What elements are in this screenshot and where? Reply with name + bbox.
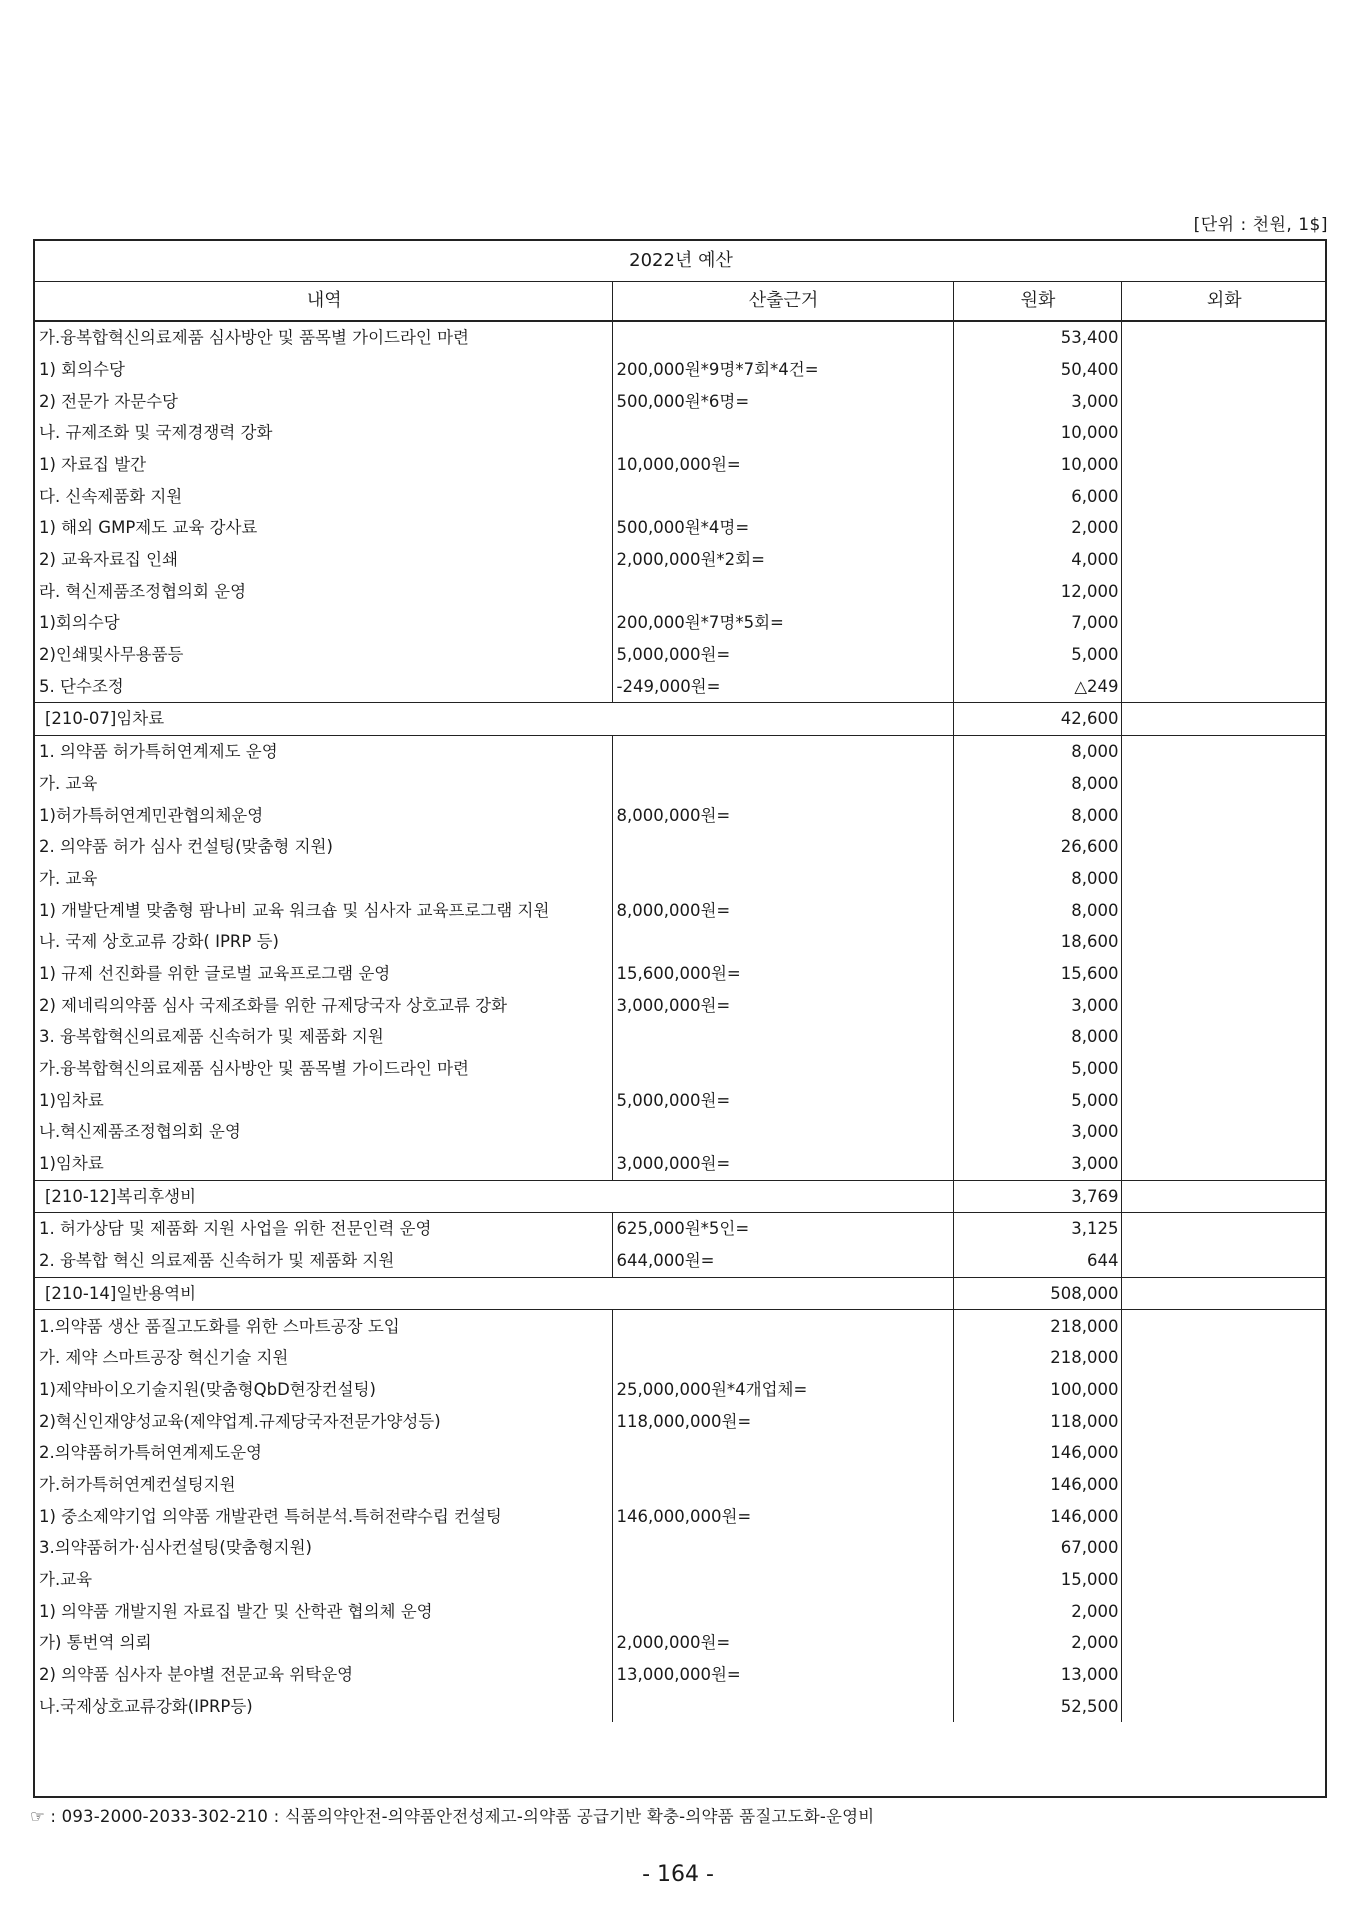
row-basis [612, 1469, 953, 1501]
row-won-amount: 13,000 [953, 1659, 1121, 1691]
page-number: - 164 - [642, 1862, 714, 1887]
row-won-amount: 8,000 [953, 799, 1121, 831]
table-row [35, 385, 1325, 417]
row-description: 1)회의수당 [35, 607, 612, 639]
table-row [35, 1213, 1325, 1245]
row-description: 2. 의약품 허가 심사 컨설팅(맞춤형 지원) [35, 831, 612, 863]
row-basis [612, 1532, 953, 1564]
row-basis [612, 1564, 953, 1596]
row-basis: 5,000,000원= [612, 1085, 953, 1117]
table-row [35, 831, 1325, 863]
row-basis [612, 735, 953, 767]
table-row [35, 989, 1325, 1021]
row-basis: 146,000,000원= [612, 1500, 953, 1532]
budget-table [35, 241, 1325, 1722]
table-row [35, 1405, 1325, 1437]
row-basis: 500,000원*6명= [612, 385, 953, 417]
row-description: 나.혁신제품조정협의회 운영 [35, 1116, 612, 1148]
table-row [35, 1342, 1325, 1374]
row-won-amount: 4,000 [953, 544, 1121, 576]
row-basis [612, 768, 953, 800]
row-won-amount: 2,000 [953, 1627, 1121, 1659]
row-description: 2.의약품허가특허연계제도운영 [35, 1437, 612, 1469]
row-fx-amount [1121, 1500, 1325, 1532]
table-row [35, 639, 1325, 671]
col-header-fx: 외화 [1121, 282, 1325, 322]
table-row [35, 417, 1325, 449]
table-row [35, 1085, 1325, 1117]
row-basis: 25,000,000원*4개업체= [612, 1374, 953, 1406]
row-fx-amount [1121, 1148, 1325, 1180]
row-description: 1) 자료집 발간 [35, 449, 612, 481]
row-description: 다. 신속제품화 지원 [35, 480, 612, 512]
row-description: 2)인쇄및사무용품등 [35, 639, 612, 671]
row-fx-amount [1121, 926, 1325, 958]
row-description: 가.허가특허연계컨설팅지원 [35, 1469, 612, 1501]
row-won-amount: 26,600 [953, 831, 1121, 863]
row-basis: 2,000,000원= [612, 1627, 953, 1659]
row-description: 3.의약품허가·심사컨설팅(맞춤형지원) [35, 1532, 612, 1564]
table-row [35, 1053, 1325, 1085]
row-won-amount: 8,000 [953, 894, 1121, 926]
row-description: 가) 통번역 의뢰 [35, 1627, 612, 1659]
row-fx-amount [1121, 576, 1325, 608]
row-won-amount: 53,400 [953, 321, 1121, 354]
row-won-amount: 10,000 [953, 449, 1121, 481]
row-fx-amount [1121, 1053, 1325, 1085]
table-row [35, 321, 1325, 354]
row-description: 가. 교육 [35, 863, 612, 895]
row-basis [612, 1310, 953, 1342]
table-row [35, 512, 1325, 544]
row-won-amount: 8,000 [953, 863, 1121, 895]
row-fx-amount [1121, 703, 1325, 736]
row-fx-amount [1121, 1277, 1325, 1310]
row-basis: 10,000,000원= [612, 449, 953, 481]
row-description: 나.국제상호교류강화(IPRP등) [35, 1691, 612, 1723]
row-fx-amount [1121, 1532, 1325, 1564]
table-row [35, 894, 1325, 926]
row-description: 5. 단수조정 [35, 671, 612, 703]
row-description: 1.의약품 생산 품질고도화를 위한 스마트공장 도입 [35, 1310, 612, 1342]
col-header-desc: 내역 [35, 282, 612, 322]
row-description: 1) 회의수당 [35, 354, 612, 386]
row-fx-amount [1121, 894, 1325, 926]
row-won-amount: 3,125 [953, 1213, 1121, 1245]
footnote: ☞ : 093-2000-2033-302-210 : 식품의약안전-의약품안전성제고-의약품 공급기반 확충-의약품 품질고도화-운영비 [30, 1807, 875, 1826]
row-description: 1)임차료 [35, 1148, 612, 1180]
row-fx-amount [1121, 1245, 1325, 1277]
row-basis: 8,000,000원= [612, 894, 953, 926]
row-fx-amount [1121, 1405, 1325, 1437]
row-won-amount: 2,000 [953, 512, 1121, 544]
row-won-amount: 10,000 [953, 417, 1121, 449]
row-description: 2) 교육자료집 인쇄 [35, 544, 612, 576]
row-description: 1. 허가상담 및 제품화 지원 사업을 위한 전문인력 운영 [35, 1213, 612, 1245]
row-description: [210-07]임차료 [35, 703, 612, 736]
row-basis [612, 480, 953, 512]
row-basis: 200,000원*7명*5회= [612, 607, 953, 639]
table-row [35, 926, 1325, 958]
row-fx-amount [1121, 1659, 1325, 1691]
table-row [35, 958, 1325, 990]
row-basis: 3,000,000원= [612, 1148, 953, 1180]
row-description: 2) 전문가 자문수당 [35, 385, 612, 417]
table-row [35, 1532, 1325, 1564]
row-basis: 5,000,000원= [612, 639, 953, 671]
row-description: 1) 의약품 개발지원 자료집 발간 및 산학관 협의체 운영 [35, 1596, 612, 1628]
row-basis [612, 417, 953, 449]
row-won-amount: 15,600 [953, 958, 1121, 990]
row-basis: 500,000원*4명= [612, 512, 953, 544]
row-won-amount: 100,000 [953, 1374, 1121, 1406]
row-description: [210-12]복리후생비 [35, 1180, 612, 1213]
row-fx-amount [1121, 544, 1325, 576]
row-fx-amount [1121, 671, 1325, 703]
row-basis: 15,600,000원= [612, 958, 953, 990]
row-won-amount: 67,000 [953, 1532, 1121, 1564]
row-fx-amount [1121, 1342, 1325, 1374]
table-row [35, 1500, 1325, 1532]
row-description: 1)제약바이오기술지원(맞춤형QbD현장컨설팅) [35, 1374, 612, 1406]
row-won-amount: 7,000 [953, 607, 1121, 639]
row-won-amount: 5,000 [953, 1085, 1121, 1117]
row-won-amount: 42,600 [953, 703, 1121, 736]
table-row [35, 1021, 1325, 1053]
row-fx-amount [1121, 735, 1325, 767]
row-won-amount: 218,000 [953, 1342, 1121, 1374]
row-won-amount: 8,000 [953, 735, 1121, 767]
col-header-won: 원화 [953, 282, 1121, 322]
row-basis: 200,000원*9명*7회*4건= [612, 354, 953, 386]
row-fx-amount [1121, 1116, 1325, 1148]
table-row [35, 703, 1325, 736]
row-fx-amount [1121, 321, 1325, 354]
table-row [35, 1148, 1325, 1180]
table-row [35, 1180, 1325, 1213]
table-row [35, 1245, 1325, 1277]
table-row [35, 1564, 1325, 1596]
table-row [35, 671, 1325, 703]
row-fx-amount [1121, 1374, 1325, 1406]
row-fx-amount [1121, 449, 1325, 481]
row-basis: 8,000,000원= [612, 799, 953, 831]
row-description: 가.융복합혁신의료제품 심사방안 및 품목별 가이드라인 마련 [35, 1053, 612, 1085]
table-row [35, 449, 1325, 481]
unit-label: [단위 : 천원, 1$] [1193, 215, 1328, 235]
row-fx-amount [1121, 417, 1325, 449]
row-won-amount: 3,000 [953, 1148, 1121, 1180]
table-row [35, 1691, 1325, 1723]
row-fx-amount [1121, 1691, 1325, 1723]
row-won-amount: 8,000 [953, 768, 1121, 800]
row-description: 1) 중소제약기업 의약품 개발관련 특허분석.특허전략수립 컨설팅 [35, 1500, 612, 1532]
row-fx-amount [1121, 768, 1325, 800]
row-description: 2)혁신인재양성교육(제약업계.규제당국자전문가양성등) [35, 1405, 612, 1437]
row-basis [612, 1053, 953, 1085]
table-row [35, 768, 1325, 800]
table-row [35, 735, 1325, 767]
row-fx-amount [1121, 1085, 1325, 1117]
row-basis: 118,000,000원= [612, 1405, 953, 1437]
table-row [35, 799, 1325, 831]
row-won-amount: 52,500 [953, 1691, 1121, 1723]
row-fx-amount [1121, 1627, 1325, 1659]
row-won-amount: 5,000 [953, 1053, 1121, 1085]
table-row [35, 1627, 1325, 1659]
row-description: 1. 의약품 허가특허연계제도 운영 [35, 735, 612, 767]
row-won-amount: 50,400 [953, 354, 1121, 386]
row-won-amount: 12,000 [953, 576, 1121, 608]
row-basis [612, 321, 953, 354]
row-won-amount: 15,000 [953, 1564, 1121, 1596]
row-fx-amount [1121, 799, 1325, 831]
row-description: 나. 국제 상호교류 강화( IPRP 등) [35, 926, 612, 958]
column-header-row [35, 282, 1325, 322]
row-description: 1) 개발단계별 맞춤형 팜나비 교육 워크숍 및 심사자 교육프로그램 지원 [35, 894, 612, 926]
table-row [35, 607, 1325, 639]
row-basis [612, 863, 953, 895]
row-basis [612, 1116, 953, 1148]
row-fx-amount [1121, 385, 1325, 417]
table-row [35, 354, 1325, 386]
row-won-amount: 146,000 [953, 1437, 1121, 1469]
row-fx-amount [1121, 480, 1325, 512]
table-row [35, 1277, 1325, 1310]
table-row [35, 576, 1325, 608]
table-row [35, 480, 1325, 512]
row-basis: 625,000원*5인= [612, 1213, 953, 1245]
row-description: [210-14]일반용역비 [35, 1277, 612, 1310]
table-row [35, 1469, 1325, 1501]
row-won-amount: 3,769 [953, 1180, 1121, 1213]
row-basis [612, 1691, 953, 1723]
row-basis [612, 831, 953, 863]
row-fx-amount [1121, 1021, 1325, 1053]
row-fx-amount [1121, 639, 1325, 671]
row-description: 2) 제네릭의약품 심사 국제조화를 위한 규제당국자 상호교류 강화 [35, 989, 612, 1021]
row-fx-amount [1121, 1564, 1325, 1596]
budget-table-frame [33, 239, 1327, 1798]
row-fx-amount [1121, 354, 1325, 386]
table-row [35, 1437, 1325, 1469]
row-won-amount: 146,000 [953, 1469, 1121, 1501]
row-basis: 644,000원= [612, 1245, 953, 1277]
row-fx-amount [1121, 989, 1325, 1021]
year-title: 2022년 예산 [35, 241, 1325, 282]
table-row [35, 1659, 1325, 1691]
row-won-amount: 5,000 [953, 639, 1121, 671]
row-fx-amount [1121, 1310, 1325, 1342]
row-fx-amount [1121, 863, 1325, 895]
row-won-amount: △249 [953, 671, 1121, 703]
row-basis: 3,000,000원= [612, 989, 953, 1021]
row-description: 나. 규제조화 및 국제경쟁력 강화 [35, 417, 612, 449]
row-basis: 13,000,000원= [612, 1659, 953, 1691]
row-won-amount: 2,000 [953, 1596, 1121, 1628]
table-row [35, 544, 1325, 576]
row-won-amount: 118,000 [953, 1405, 1121, 1437]
table-row [35, 863, 1325, 895]
row-fx-amount [1121, 512, 1325, 544]
row-description: 1)임차료 [35, 1085, 612, 1117]
row-description: 1) 규제 선진화를 위한 글로벌 교육프로그램 운영 [35, 958, 612, 990]
row-fx-amount [1121, 1180, 1325, 1213]
row-description: 가. 제약 스마트공장 혁신기술 지원 [35, 1342, 612, 1374]
row-description: 1)허가특허연계민관협의체운영 [35, 799, 612, 831]
row-description: 가.융복합혁신의료제품 심사방안 및 품목별 가이드라인 마련 [35, 321, 612, 354]
row-basis [612, 1596, 953, 1628]
row-won-amount: 6,000 [953, 480, 1121, 512]
row-description: 가. 교육 [35, 768, 612, 800]
row-basis [612, 576, 953, 608]
row-won-amount: 218,000 [953, 1310, 1121, 1342]
table-row [35, 1116, 1325, 1148]
table-row [35, 1310, 1325, 1342]
row-description: 3. 융복합혁신의료제품 신속허가 및 제품화 지원 [35, 1021, 612, 1053]
row-won-amount: 3,000 [953, 989, 1121, 1021]
row-basis: -249,000원= [612, 671, 953, 703]
row-fx-amount [1121, 1469, 1325, 1501]
row-won-amount: 18,600 [953, 926, 1121, 958]
row-fx-amount [1121, 607, 1325, 639]
row-basis: 2,000,000원*2회= [612, 544, 953, 576]
row-fx-amount [1121, 1437, 1325, 1469]
row-won-amount: 3,000 [953, 385, 1121, 417]
row-basis [612, 1021, 953, 1053]
row-won-amount: 508,000 [953, 1277, 1121, 1310]
row-fx-amount [1121, 831, 1325, 863]
table-row [35, 1596, 1325, 1628]
year-header-row [35, 241, 1325, 282]
row-basis [612, 1342, 953, 1374]
row-won-amount: 3,000 [953, 1116, 1121, 1148]
row-description: 2. 융복합 혁신 의료제품 신속허가 및 제품화 지원 [35, 1245, 612, 1277]
row-won-amount: 146,000 [953, 1500, 1121, 1532]
row-fx-amount [1121, 1596, 1325, 1628]
row-basis [612, 1437, 953, 1469]
row-description: 가.교육 [35, 1564, 612, 1596]
row-description: 1) 해외 GMP제도 교육 강사료 [35, 512, 612, 544]
row-basis [612, 1277, 953, 1310]
row-basis [612, 1180, 953, 1213]
row-basis [612, 926, 953, 958]
row-fx-amount [1121, 1213, 1325, 1245]
row-basis [612, 703, 953, 736]
row-description: 라. 혁신제품조정협의회 운영 [35, 576, 612, 608]
table-row [35, 1374, 1325, 1406]
row-fx-amount [1121, 958, 1325, 990]
row-description: 2) 의약품 심사자 분야별 전문교육 위탁운영 [35, 1659, 612, 1691]
row-won-amount: 644 [953, 1245, 1121, 1277]
row-won-amount: 8,000 [953, 1021, 1121, 1053]
col-header-basis: 산출근거 [612, 282, 953, 322]
